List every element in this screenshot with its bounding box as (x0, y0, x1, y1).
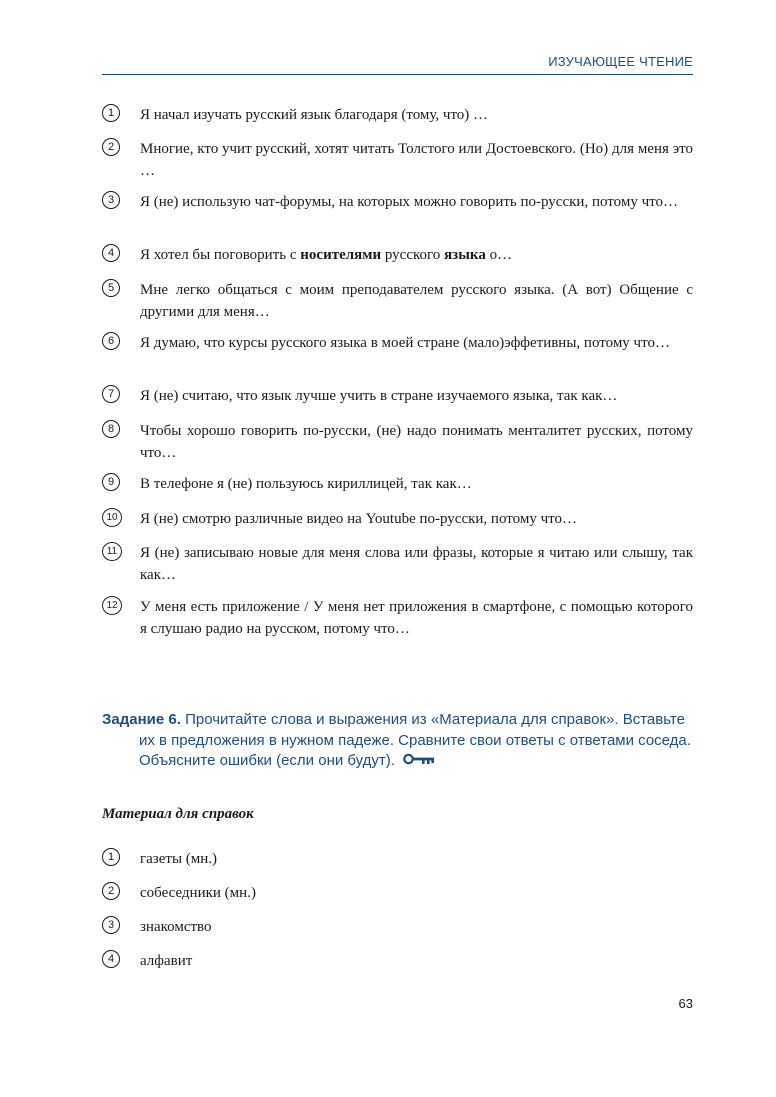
item-text: Я начал изучать русский язык благодаря (тому, что) … (140, 107, 489, 123)
bold-word: языка (444, 247, 486, 263)
item-number: 6 (102, 332, 120, 350)
item-number: 10 (102, 508, 122, 527)
item-text: Мне легко общаться с моим преподавателем русского языка. (А вот) Общение с другими для меня… (140, 282, 693, 320)
item-text: Я хотел бы поговорить с носителями русского языка о… (140, 247, 513, 263)
item-number: 5 (102, 279, 120, 297)
item-number: 3 (102, 191, 120, 209)
item-number: 7 (102, 385, 120, 403)
item-text: Я (не) смотрю различные видео на Youtube по-русски, потому что… (140, 511, 577, 527)
item-number: 11 (102, 542, 122, 561)
item-text: Я (не) записываю новые для меня слова или фразы, которые я читаю или слышу, так как… (140, 545, 693, 583)
item-text: Чтобы хорошо говорить по-русски, (не) надо понимать менталитет русских, потому что… (140, 423, 693, 461)
item-number: 4 (102, 950, 120, 968)
task-text-line: их в предложения в нужном падеже. Сравните свои ответы с ответами соседа. (139, 731, 691, 749)
task-instruction (102, 710, 695, 772)
item-text: алфавит (140, 953, 193, 969)
reference-title: Материал для справок (102, 806, 254, 822)
item-number: 2 (102, 138, 120, 156)
item-number: 12 (102, 596, 122, 615)
item-number: 1 (102, 848, 120, 866)
item-number: 3 (102, 916, 120, 934)
item-text: Я (не) считаю, что язык лучше учить в стране изучаемого языка, так как… (140, 388, 618, 404)
bold-word: носителями (300, 247, 382, 263)
item-number: 4 (102, 244, 120, 262)
item-number: 2 (102, 882, 120, 900)
task-text-line: Объясните ошибки (если они будут). (139, 752, 395, 770)
running-header (102, 52, 693, 75)
item-text: У меня есть приложение / У меня нет приложения в смартфоне, с помощью которого я слушаю радио на русском, потому что… (140, 599, 693, 637)
task-text-line: Прочитайте слова и выражения из «Материала для справок». Вставьте (180, 711, 685, 728)
item-text: В телефоне я (не) пользуюсь кириллицей, так как… (140, 476, 472, 492)
task-label: Задание 6. (102, 711, 181, 728)
item-number: 8 (102, 420, 120, 438)
section-title: ИЗУЧАЮЩЕЕ ЧТЕНИЕ (548, 54, 693, 69)
item-number: 1 (102, 104, 120, 122)
key-icon (403, 751, 435, 772)
item-text: Многие, кто учит русский, хотят читать Толстого или Достоевского. (Но) для меня это … (140, 141, 693, 179)
item-text: газеты (мн.) (140, 851, 218, 867)
item-text: знакомство (140, 919, 212, 935)
item-text: Я (не) использую чат-форумы, на которых можно говорить по-русски, потому что… (140, 194, 678, 210)
page-number: 63 (678, 996, 693, 1011)
item-text: Я думаю, что курсы русского языка в моей стране (мало)эффетивны, потому что… (140, 335, 670, 351)
item-text: собеседники (мн.) (140, 885, 256, 901)
item-number: 9 (102, 473, 120, 491)
